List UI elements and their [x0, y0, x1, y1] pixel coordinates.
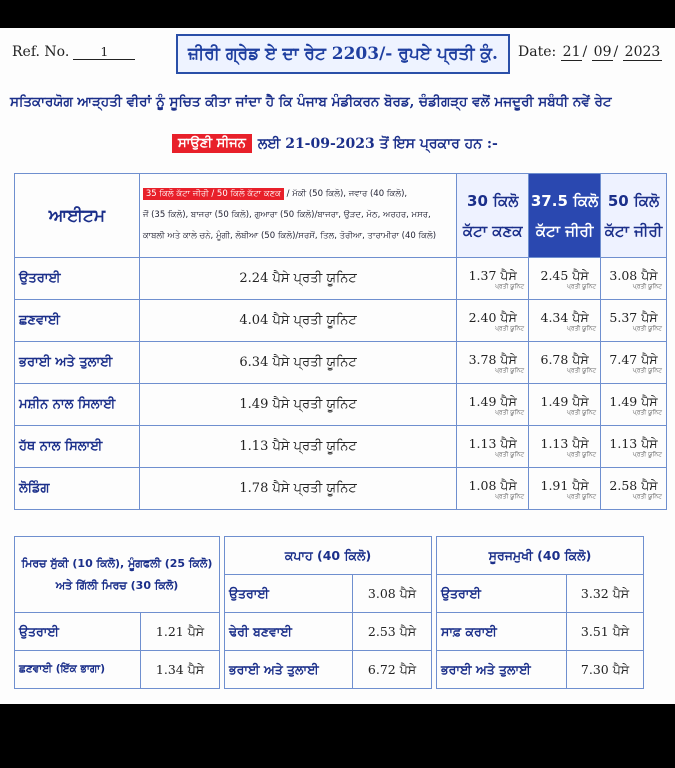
col2-line2: ਕੱਟਾ ਜੀਰੀ [535, 221, 594, 240]
table-row [15, 342, 667, 384]
date-month: 09 [593, 44, 612, 60]
row-label: ਛਣਵਾਈ (ਇੱਕ ਭਾਗਾ) [15, 651, 141, 689]
sunflower-heading: ਸੂਰਜਮੁਖੀ (40 ਕਿਲੋ) [437, 537, 644, 575]
value-text: 1.08 ਪੈਸੇ [468, 477, 517, 493]
row-item: ਛਣਵਾਈ [15, 300, 140, 342]
intro-line-1: ਸਤਿਕਾਰਯੋਗ ਆੜ੍ਹਤੀ ਵੀਰਾਂ ਨੂੰ ਸੂਚਿਤ ਕੀਤਾ ਜਾਂਦਾ ਹੈ ਕਿ ਪੰਜਾਬ ਮੰਡੀਕਰਨ ਬੋਰਡ, ਚੰਡੀਗੜ੍ਹ ਵਲੋਂ ਮਜਦੂਰੀ ਸਬੰਧੀ ਨਵੇਂ ਰੇਟ [10, 94, 612, 110]
col3-line2: ਕੱਟਾ ਜੀਰੀ [604, 221, 663, 240]
row-value-50kg [601, 258, 667, 300]
date-label: Date: [518, 44, 557, 60]
unit-note: ਪ੍ਰਤੀ ਯੂਨਿਟ [566, 324, 597, 332]
unit-note: ਪ੍ਰਤੀ ਯੂਨਿਟ [495, 282, 525, 290]
cotton-heading: ਕਪਾਹ (40 ਕਿਲੋ) [225, 537, 432, 575]
desc-line-3: ਕਾਬਲੀ ਅਤੇ ਕਾਲੇ ਚਨੇ, ਮੂੰਗੀ, ਲੋਬੀਆ (50 ਕਿਲੋ)/ਸਰਸੋਂ, ਤਿਲ, ਤੋਰੀਆ, ਤਾਰਾਮੀਰਾ (40 ਕਿਲੋ) [142, 231, 437, 241]
value-text: 7.47 ਪੈਸੇ [609, 351, 658, 367]
row-value-37-5kg [529, 426, 601, 468]
row-label: ਢੇਰੀ ਬਣਵਾਈ [225, 613, 353, 651]
table-row [225, 651, 432, 689]
table-row [225, 575, 432, 613]
row-value: 1.21 ਪੈਸੇ [141, 613, 220, 651]
row-label: ਉਤਰਾਈ [15, 613, 141, 651]
page-title: ਜ਼ੀਰੀ ਗ੍ਰੇਡ ਏ ਦਾ ਰੇਟ 2203/- ਰੁਪਏ ਪ੍ਰਤੀ ਕੁੰ. [188, 44, 498, 64]
col-header-37-5kg [529, 174, 601, 258]
row-item: ਮਸ਼ੀਨ ਨਾਲ ਸਿਲਾਈ [15, 384, 140, 426]
cotton-rate-table [224, 536, 432, 689]
col2-line1: 37.5 ਕਿਲੋ [530, 191, 599, 210]
row-rate: 2.24 ਪੈਸੇ ਪ੍ਰਤੀ ਯੂਨਿਟ [139, 258, 456, 300]
table-row [15, 468, 667, 510]
row-label: ਉਤਰਾਈ [225, 575, 353, 613]
table-row [437, 575, 644, 613]
row-value-30kg [457, 384, 529, 426]
row-item: ਉਤਰਾਈ [15, 258, 140, 300]
table-row [15, 426, 667, 468]
table-row [225, 613, 432, 651]
desc-highlight: 35 ਕਿਲੋ ਕੱਟਾ ਜੀਰੀ / 50 ਕਿਲੋ ਕੱਟਾ ਕਣਕ [143, 188, 284, 200]
date-day: 21 [562, 44, 581, 60]
unit-note: ਪ੍ਰਤੀ ਯੂਨਿਟ [566, 366, 597, 374]
row-value-37-5kg [529, 468, 601, 510]
rate-notice-sheet [0, 28, 675, 704]
row-value-30kg [457, 300, 529, 342]
table-row [15, 537, 220, 613]
table-row [225, 537, 432, 575]
value-text: 1.13 ਪੈਸੇ [468, 435, 517, 451]
value-text: 5.37 ਪੈਸੇ [609, 309, 658, 325]
value-text: 1.91 ਪੈਸੇ [540, 477, 589, 493]
col-header-30kg [457, 174, 529, 258]
row-value-30kg [457, 468, 529, 510]
value-text: 1.49 ਪੈਸੇ [468, 393, 517, 409]
unit-note: ਪ੍ਰਤੀ ਯੂਨਿਟ [632, 450, 662, 458]
row-value-37-5kg [529, 384, 601, 426]
unit-note: ਪ੍ਰਤੀ ਯੂਨਿਟ [495, 324, 525, 332]
value-text: 6.78 ਪੈਸੇ [540, 351, 589, 367]
row-value-30kg [457, 426, 529, 468]
table-row [437, 613, 644, 651]
value-text: 1.13 ਪੈਸੇ [540, 435, 589, 451]
chilli-heading [15, 537, 220, 613]
date-block: Date: 21 / 09 / 2023 [518, 44, 661, 60]
unit-note: ਪ੍ਰਤੀ ਯੂਨਿਟ [632, 324, 662, 332]
row-value: 1.34 ਪੈਸੇ [141, 651, 220, 689]
col1-line1: 30 ਕਿਲੋ [467, 191, 519, 210]
value-text: 3.08 ਪੈਸੇ [609, 267, 658, 283]
col-header-50kg [601, 174, 667, 258]
unit-note: ਪ੍ਰਤੀ ਯੂਨਿਟ [495, 492, 525, 500]
item-header: ਆਈਟਮ [15, 174, 140, 258]
commodity-description [139, 174, 456, 258]
row-label: ਉਤਰਾਈ [437, 575, 567, 613]
intro-line-2-text: ਲਈ 21-09-2023 ਤੋਂ ਇਸ ਪ੍ਰਕਾਰ ਹਨ :- [257, 135, 498, 152]
row-value-50kg [601, 468, 667, 510]
unit-note: ਪ੍ਰਤੀ ਯੂਨਿਟ [495, 366, 525, 374]
unit-note: ਪ੍ਰਤੀ ਯੂਨਿਟ [495, 450, 525, 458]
table-row [15, 384, 667, 426]
desc-line-2: ਜੌਂ (35 ਕਿਲੋ), ਬਾਜਰਾ (50 ਕਿਲੋ), ਗੁਆਰਾ (50 ਕਿਲੋ)/ਬਾਜਰਾ, ਉੜਦ, ਮੋਠ, ਅਰਹਰ, ਮਸਰ, [142, 210, 431, 220]
row-value-37-5kg [529, 342, 601, 384]
value-text: 1.49 ਪੈਸੇ [609, 393, 658, 409]
table-row [437, 537, 644, 575]
row-item: ਲੋਡਿੰਗ [15, 468, 140, 510]
chilli-heading-line2: ਅਤੇ ਗਿੱਲੀ ਮਿਰਚ (30 ਕਿਲੋ) [55, 578, 179, 592]
value-text: 2.45 ਪੈਸੇ [540, 267, 589, 283]
row-value-30kg [457, 342, 529, 384]
unit-note: ਪ੍ਰਤੀ ਯੂਨਿਟ [632, 492, 662, 500]
row-rate: 4.04 ਪੈਸੇ ਪ੍ਰਤੀ ਯੂਨਿਟ [139, 300, 456, 342]
ref-value: 1 [73, 44, 135, 60]
ref-label: Ref. No. [12, 44, 70, 60]
value-text: 2.40 ਪੈਸੇ [468, 309, 517, 325]
row-value: 3.32 ਪੈਸੇ [567, 575, 644, 613]
row-value: 3.51 ਪੈਸੇ [567, 613, 644, 651]
table-row [15, 300, 667, 342]
season-badge: ਸਾਉਣੀ ਸੀਜਨ [172, 134, 252, 153]
row-item: ਹੱਥ ਨਾਲ ਸਿਲਾਈ [15, 426, 140, 468]
row-label: ਭਰਾਈ ਅਤੇ ਤੁਲਾਈ [225, 651, 353, 689]
intro-line-2 [172, 134, 498, 153]
value-text: 1.37 ਪੈਸੇ [468, 267, 517, 283]
table-row [15, 258, 667, 300]
unit-note: ਪ੍ਰਤੀ ਯੂਨਿਟ [566, 282, 597, 290]
chilli-heading-line1: ਮਿਰਚ ਸੁੱਕੀ (10 ਕਿਲੋ), ਮੂੰਗਫਲੀ (25 ਕਿਲੋ) [21, 556, 213, 570]
row-value-50kg [601, 384, 667, 426]
value-text: 1.13 ਪੈਸੇ [609, 435, 658, 451]
row-rate: 1.13 ਪੈਸੇ ਪ੍ਰਤੀ ਯੂਨਿਟ [139, 426, 456, 468]
date-year: 2023 [624, 44, 661, 60]
table-header-row [15, 174, 667, 258]
ref-number [12, 44, 135, 60]
value-text: 2.58 ਪੈਸੇ [609, 477, 658, 493]
row-value: 6.72 ਪੈਸੇ [353, 651, 432, 689]
table-row [15, 651, 220, 689]
unit-note: ਪ੍ਰਤੀ ਯੂਨਿਟ [566, 492, 597, 500]
row-rate: 1.49 ਪੈਸੇ ਪ੍ਰਤੀ ਯੂਨਿਟ [139, 384, 456, 426]
row-value-30kg [457, 258, 529, 300]
row-value: 3.08 ਪੈਸੇ [353, 575, 432, 613]
table-row [15, 613, 220, 651]
row-value-50kg [601, 342, 667, 384]
main-rate-table [14, 173, 667, 510]
row-value-50kg [601, 300, 667, 342]
row-value: 2.53 ਪੈਸੇ [353, 613, 432, 651]
desc-line-1: / ਮੱਕੀ (50 ਕਿਲੋ), ਜਵਾਰ (40 ਕਿਲੋ), [286, 189, 408, 199]
row-value-37-5kg [529, 300, 601, 342]
chilli-rate-table [14, 536, 220, 689]
row-label: ਭਰਾਈ ਅਤੇ ਤੁਲਾਈ [437, 651, 567, 689]
unit-note: ਪ੍ਰਤੀ ਯੂਨਿਟ [632, 408, 662, 416]
unit-note: ਪ੍ਰਤੀ ਯੂਨਿਟ [632, 366, 662, 374]
row-rate: 1.78 ਪੈਸੇ ਪ੍ਰਤੀ ਯੂਨਿਟ [139, 468, 456, 510]
unit-note: ਪ੍ਰਤੀ ਯੂਨਿਟ [566, 408, 597, 416]
unit-note: ਪ੍ਰਤੀ ਯੂਨਿਟ [495, 408, 525, 416]
col3-line1: 50 ਕਿਲੋ [607, 191, 660, 210]
value-text: 4.34 ਪੈਸੇ [540, 309, 589, 325]
col1-line2: ਕੱਟਾ ਕਣਕ [462, 221, 523, 240]
table-row [437, 651, 644, 689]
row-value-50kg [601, 426, 667, 468]
row-rate: 6.34 ਪੈਸੇ ਪ੍ਰਤੀ ਯੂਨਿਟ [139, 342, 456, 384]
sunflower-rate-table [436, 536, 644, 689]
value-text: 3.78 ਪੈਸੇ [468, 351, 517, 367]
unit-note: ਪ੍ਰਤੀ ਯੂਨਿਟ [566, 450, 597, 458]
title-box [176, 34, 510, 74]
row-value-37-5kg [529, 258, 601, 300]
row-value: 7.30 ਪੈਸੇ [567, 651, 644, 689]
value-text: 1.49 ਪੈਸੇ [540, 393, 589, 409]
unit-note: ਪ੍ਰਤੀ ਯੂਨਿਟ [632, 282, 662, 290]
row-label: ਸਾਫ਼ ਕਰਾਈ [437, 613, 567, 651]
row-item: ਭਰਾਈ ਅਤੇ ਤੁਲਾਈ [15, 342, 140, 384]
